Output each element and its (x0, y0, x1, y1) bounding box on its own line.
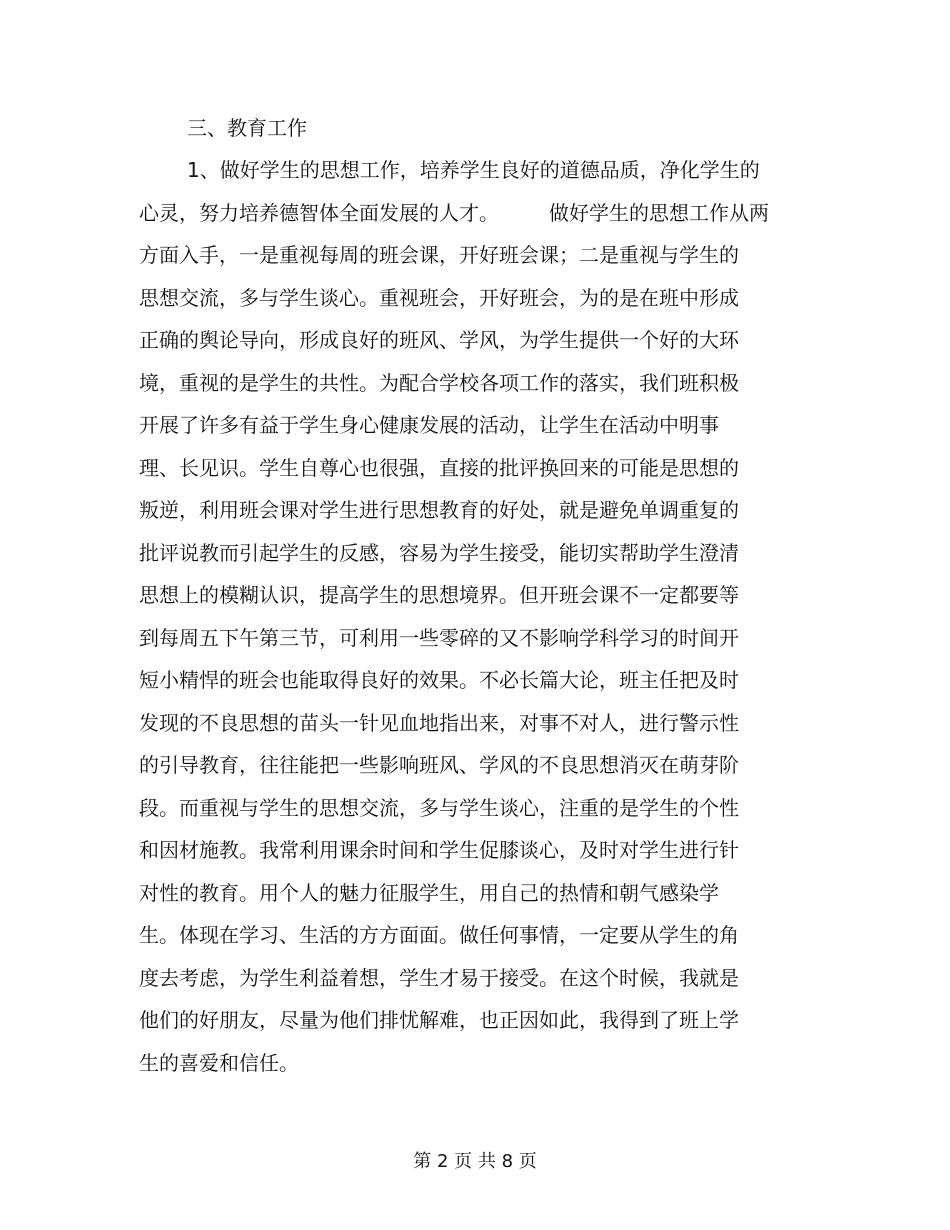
paragraph-line: 到每周五下午第三节，可利用一些零碎的又不影响学科学习的时间开 (139, 626, 739, 650)
paragraph-line: 生。体现在学习、生活的方方面面。做任何事情，一定要从学生的角 (139, 923, 739, 947)
paragraph-line: 生的喜爱和信任。 (139, 1051, 299, 1075)
paragraph-line: 短小精悍的班会也能取得良好的效果。不必长篇大论，班主任把及时 (139, 668, 739, 692)
paragraph-line: 开展了许多有益于学生身心健康发展的活动，让学生在活动中明事 (139, 413, 719, 437)
paragraph-line: 的引导教育，往往能把一些影响班风、学风的不良思想消灭在萌芽阶 (139, 753, 739, 777)
paragraph-line: 思想交流，多与学生谈心。重视班会，开好班会，为的是在班中形成 (139, 286, 739, 310)
paragraph-line: 方面入手，一是重视每周的班会课，开好班会课；二是重视与学生的 (139, 243, 739, 267)
paragraph-line: 思想上的模糊认识，提高学生的思想境界。但开班会课不一定都要等 (139, 583, 739, 607)
paragraph-line: 和因材施教。我常利用课余时间和学生促膝谈心，及时对学生进行针 (139, 838, 739, 862)
section-heading: 三、教育工作 (187, 116, 307, 140)
paragraph-line: 发现的不良思想的苗头一针见血地指出来，对事不对人，进行警示性 (139, 711, 739, 735)
paragraph-line: 批评说教而引起学生的反感，容易为学生接受，能切实帮助学生澄清 (139, 541, 739, 565)
paragraph-line: 叛逆，利用班会课对学生进行思想教育的好处，就是避免单调重复的 (139, 498, 739, 522)
paragraph-line: 度去考虑，为学生利益着想，学生才易于接受。在这个时候，我就是 (139, 966, 739, 990)
paragraph-line: 对性的教育。用个人的魅力征服学生，用自己的热情和朝气感染学 (139, 881, 719, 905)
paragraph-line: 境，重视的是学生的共性。为配合学校各项工作的落实，我们班积极 (139, 371, 739, 395)
paragraph-line: 心灵，努力培养德智体全面发展的人才。 做好学生的思想工作从两 (139, 201, 769, 225)
paragraph-line: 他们的好朋友，尽量为他们排忧解难，也正因如此，我得到了班上学 (139, 1008, 739, 1032)
page-number-footer: 第 2 页 共 8 页 (413, 1151, 537, 1172)
paragraph-line: 段。而重视与学生的思想交流，多与学生谈心，注重的是学生的个性 (139, 796, 739, 820)
paragraph-line: 理、长见识。学生自尊心也很强，直接的批评换回来的可能是思想的 (139, 456, 739, 480)
paragraph-line: 1、做好学生的思想工作，培养学生良好的道德品质，净化学生的 (187, 158, 760, 182)
paragraph-line: 正确的舆论导向，形成良好的班风、学风，为学生提供一个好的大环 (139, 328, 739, 352)
